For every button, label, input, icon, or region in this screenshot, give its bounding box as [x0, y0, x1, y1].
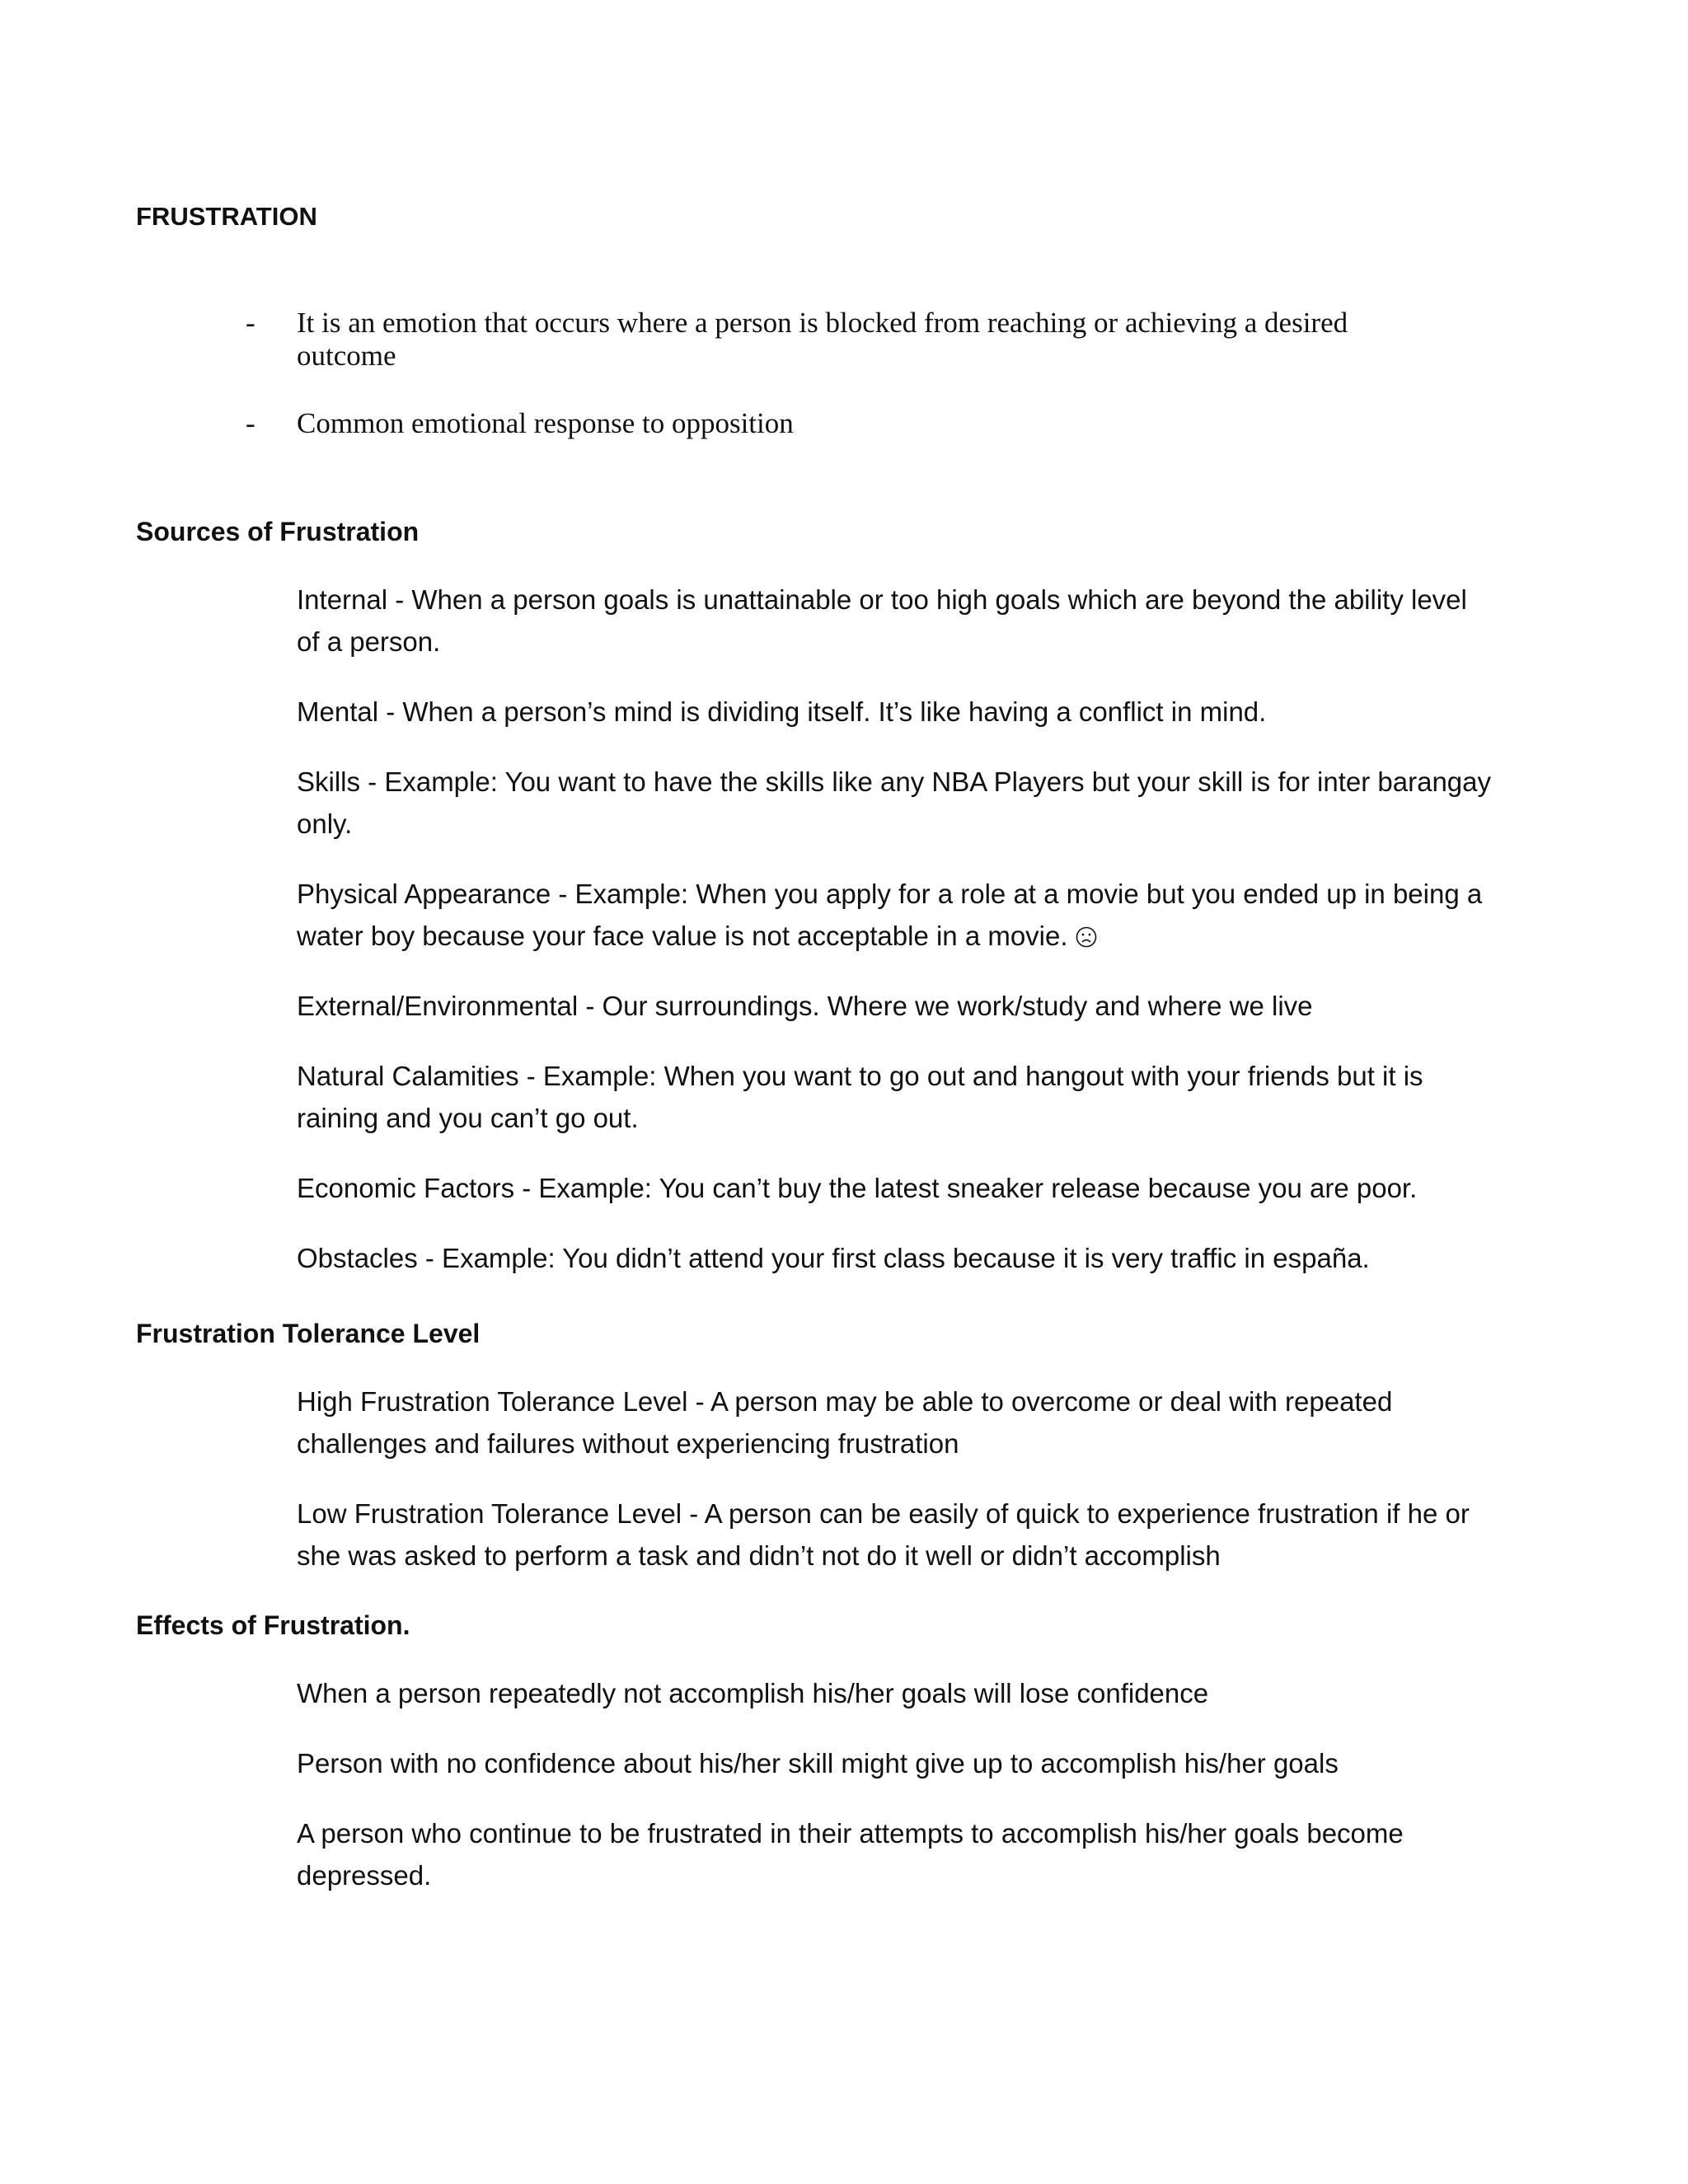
- section-tolerance: [0, 1316, 1688, 1577]
- section-heading: Sources of Frustration: [136, 517, 420, 546]
- section-effects: [0, 1608, 1688, 1896]
- bullet-text: Common emotional response to opposition: [297, 407, 794, 439]
- bullet-marker: -: [246, 307, 256, 339]
- list-item: Internal - When a person goals is unattainable or too high goals which are beyond the ability level of a person.: [297, 584, 1467, 657]
- list-item: Skills - Example: You want to have the skills like any NBA Players but your skill is for inter barangay only.: [297, 766, 1492, 839]
- definition-list: [0, 307, 1688, 475]
- list-item: Low Frustration Tolerance Level - A person can be easily of quick to experience frustration if he or she was asked to perform a task and didn’t not do it well or didn’t accomplish: [297, 1498, 1470, 1571]
- section-heading: Frustration Tolerance Level: [136, 1319, 481, 1348]
- list-item: Person with no confidence about his/her skill might give up to accomplish his/her goals: [297, 1748, 1339, 1779]
- list-item: External/Environmental - Our surroundings. Where we work/study and where we live: [297, 991, 1313, 1021]
- definition-bullet: [0, 307, 1409, 373]
- list-item: Mental - When a person’s mind is dividing itself. It’s like having a conflict in mind.: [297, 696, 1267, 727]
- list-item: A person who continue to be frustrated in their attempts to accomplish his/her goals become depressed.: [297, 1818, 1404, 1891]
- bullet-text: It is an emotion that occurs where a person is blocked from reaching or achieving a desired outcome: [297, 307, 1348, 372]
- list-item: Natural Calamities - Example: When you want to go out and hangout with your friends but it is raining and you can’t go out.: [297, 1061, 1423, 1133]
- frowning-face-icon: [1076, 926, 1097, 948]
- definition-bullet: [0, 407, 1409, 440]
- document-title: FRUSTRATION: [136, 202, 317, 231]
- bullet-marker: -: [246, 407, 256, 439]
- section-heading: Effects of Frustration.: [136, 1610, 410, 1640]
- list-item: Obstacles - Example: You didn’t attend your first class because it is very traffic in españa.: [297, 1243, 1370, 1273]
- list-item: [0, 873, 1492, 957]
- list-item: Economic Factors - Example: You can’t buy the latest sneaker release because you are poor.: [297, 1173, 1418, 1203]
- section-sources: [0, 514, 1688, 1279]
- list-item: When a person repeatedly not accomplish his/her goals will lose confidence: [297, 1678, 1209, 1708]
- list-item: High Frustration Tolerance Level - A person may be able to overcome or deal with repeated challenges and failures without experiencing frustration: [297, 1386, 1393, 1459]
- list-item-text: Physical Appearance - Example: When you apply for a role at a movie but you ended up in being a water boy because your face value is not acceptable in a movie.: [297, 879, 1483, 951]
